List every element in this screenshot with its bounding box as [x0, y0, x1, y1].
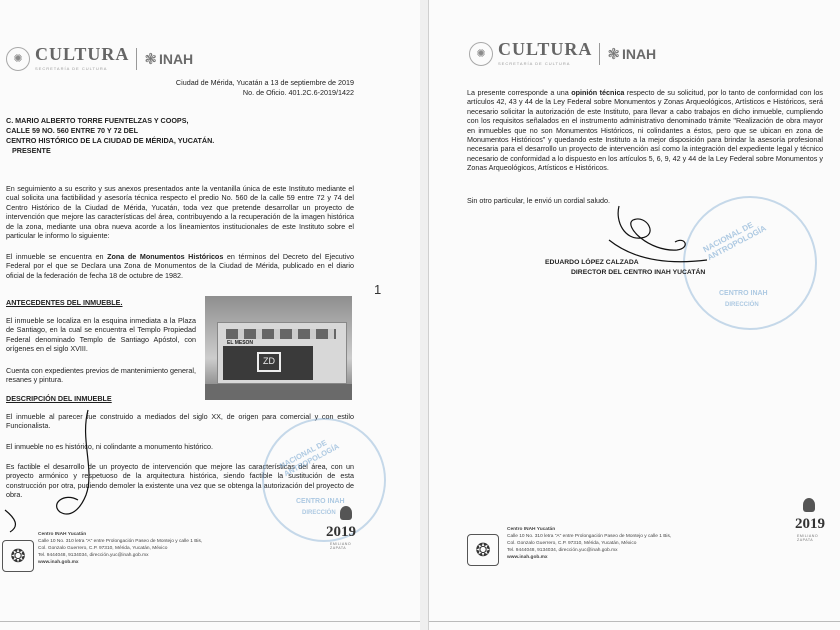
antecedentes-paragraph-2: Cuenta con expedientes previos de mantenimiento general, resanes y pintura. [6, 366, 196, 385]
header-divider [136, 48, 137, 70]
opinion-text-post: respecto de su solicitud, por lo tanto de conformidad con los artículos 42, 43 y 44 de la Ley Federal sobre Monumentos y Zonas Arqueológicos, Artísticos e Históricos, será necesario solicitar la autorización de este Instituto, para llevar a cabo trabajos en dicho inmueble, cumpliendo con los requisitos señalados en el instrumento administrativo denominado trámite "Realización de obra mayor en inmuebles que no son Monumentos Históricos, ni colindantes a éstos, pero que se ubican en zona de Monumentos Históricos" y quedando este Instituto a la mejor disposición para brindar la asesoría profesional necesaria para el desarrollo un proyecto de intervención así como la integración del expediente legal y técnico necesario de conformidad a lo dispuesto en los artículos 5, 6, 9, 42 y 44 de la Ley Federal sobre Monumentos y Zonas Arqueológicos, Artísticos e Históricos. [467, 88, 823, 173]
page-bottom-edge [429, 621, 840, 622]
stamp-ring-text: NACIONAL DE ANTROPOLOGÍA [278, 438, 341, 479]
official-stamp [262, 418, 386, 542]
footer-line-2: Calle 10 No. 310 letra "A" entre Prolongación Paseo de Montejo y calle 1 Bis, [507, 534, 672, 539]
photo-store-logo: ZD [257, 352, 281, 372]
cultura-subtitle: SECRETARÍA DE CULTURA [498, 61, 571, 66]
header-divider [599, 43, 600, 65]
intro-paragraph: En seguimiento a su escrito y sus anexos presentados ante la ventanilla única de este Instituto mediante el cual solicita una factibilidad y asesoría técnica respecto el predio No. 560 de la calle 59 entre 72 y 74 del Centro Histórico de la Ciudad de Mérida, Yucatán, toda vez que pretende desarrollar un proyecto de intervención que mejore las características del área, contribuyendo a la recuperación de la imagen histórica de la zona, mediante una obra nueva acorde a los lineamientos institucionales de este Instituto sobre el particular le informo lo siguiente: [6, 184, 354, 241]
inah-footer-logo-icon: ❂ [467, 534, 499, 566]
photo-windows [226, 329, 336, 339]
footer-line-3: Col. Gonzalo Guerrero, C.P. 97310, Mérida, Yucatán, México [38, 546, 168, 551]
cultura-logo [498, 41, 592, 66]
photo-road [205, 384, 352, 400]
antecedentes-paragraph-1: El inmueble se localiza en la esquina inmediata a la Plaza de Santiago, en la cual se encuentra el Templo Propiedad Federal denominado Templo de Santiago Apóstol, con orígenes en el siglo XVIII. [6, 316, 196, 354]
footer-line-4: Tel. 9444048, 9134034, dirección.yuc@inah.gob.mx [507, 548, 618, 553]
letter-oficio-number: No. de Oficio. 401.2C.6-2019/1422 [242, 88, 354, 97]
descripcion-paragraph-2: El inmueble no es histórico, ni colindante a monumento histórico. [6, 442, 213, 451]
zone-paragraph [6, 252, 354, 280]
inah-footer-logo-icon: ❂ [2, 540, 34, 572]
photo-sign-text: EL MESON [227, 340, 254, 346]
addressee-street: CALLE 59 NO. 560 ENTRE 70 Y 72 DEL [6, 126, 138, 135]
footer-year-subtitle: EMILIANO ZAPATA [330, 542, 352, 550]
footer-line-5: www.inah.gob.mx [38, 560, 79, 565]
stamp-bottom-text: DIRECCIÓN [725, 302, 759, 308]
inah-wordmark: INAH [621, 45, 657, 62]
descripcion-heading: DESCRIPCIÓN DEL INMUEBLE [6, 394, 112, 403]
footer-line-1: Centro INAH Yucatán [38, 532, 87, 537]
closing-line: Sin otro particular, le envió un cordial saludo. [467, 196, 611, 205]
document-page-2 [428, 0, 840, 630]
zone-text-pre: El inmueble se encuentra en [6, 252, 108, 261]
page-number: 1 [374, 282, 382, 297]
zone-text-bold: Zona de Monumentos Históricos [107, 252, 224, 261]
zone-text-post: en términos del Decreto del Ejecutivo Federal por el que se Declara una Zona de Monumentos de la Ciudad de Mérida, publicado en el diario oficial de la federación de fecha 18 de octubre de 1982. [6, 252, 354, 280]
opinion-paragraph [467, 88, 823, 173]
footer-year: 2019 [326, 524, 356, 540]
addressee-name: C. MARIO ALBERTO TORRE FUENTELZAS Y COOPS, [6, 116, 189, 125]
descripcion-paragraph-3: Es factible el desarrollo de un proyecto de intervención que mejore las características del área, con un proyecto armónico y respetuoso de la arquitectura histórica, siendo factible la sustitución de esta construcción por otra, pudiendo demoler la existente una vez que se obtenga la autorización del proyecto de obra. [6, 462, 354, 500]
zapata-figure-icon [803, 498, 815, 512]
footer-year: 2019 [795, 516, 825, 532]
stamp-center-text: CENTRO INAH [296, 498, 345, 505]
inah-glyph-icon: ❃ [144, 50, 157, 68]
footer-line-5: www.inah.gob.mx [507, 555, 548, 560]
cultura-seal-icon: ✺ [6, 47, 30, 71]
page-gutter [420, 0, 428, 630]
footer-line-2: Calle 10 No. 310 letra "A" entre Prolongación Paseo de Montejo y calle 1 Bis, [38, 539, 203, 544]
page-bottom-edge [0, 621, 420, 622]
footer-line-3: Col. Gonzalo Guerrero, C.P. 97310, Mérida, Yucatán, México [507, 541, 637, 546]
stamp-bottom-text: DIRECCIÓN [302, 510, 336, 516]
cultura-subtitle: SECRETARÍA DE CULTURA [35, 66, 108, 71]
building-photo [205, 296, 352, 400]
letter-date: Ciudad de Mérida, Yucatán a 13 de septiembre de 2019 [175, 78, 354, 87]
cultura-wordmark: CULTURA [498, 39, 593, 59]
stamp-ring-text: NACIONAL DE ANTROPOLOGÍA [701, 220, 768, 263]
cultura-logo [35, 46, 129, 71]
inah-glyph-icon: ❃ [607, 45, 620, 63]
page-header [469, 41, 656, 66]
descripcion-paragraph-1: El inmueble al parecer fue construido a mediados del siglo XX, de origen para comercial y con estilo Funcionalista. [6, 412, 354, 431]
signer-title: DIRECTOR DEL CENTRO INAH YUCATÁN [571, 269, 706, 276]
opinion-text-bold: opinión técnica [571, 88, 625, 97]
inah-wordmark: INAH [158, 50, 194, 67]
footer-line-1: Centro INAH Yucatán [507, 527, 556, 532]
opinion-text-pre: La presente corresponde a una [467, 88, 572, 97]
antecedentes-heading: ANTECEDENTES DEL INMUEBLE. [6, 298, 123, 307]
cultura-wordmark: CULTURA [35, 44, 130, 64]
cultura-seal-icon: ✺ [469, 42, 493, 66]
signer-name: EDUARDO LÓPEZ CALZADA [545, 259, 639, 266]
stamp-center-text: CENTRO INAH [719, 290, 768, 297]
page-header [6, 46, 193, 71]
addressee-city: CENTRO HISTÓRICO DE LA CIUDAD DE MÉRIDA, YUCATÁN. [6, 136, 215, 145]
footer-line-4: Tel. 9444048, 9134034, dirección.yuc@inah.gob.mx [38, 553, 149, 558]
zapata-figure-icon [340, 506, 352, 520]
addressee-presente: PRESENTE [12, 146, 51, 155]
footer-year-subtitle: EMILIANO ZAPATA [797, 534, 819, 542]
